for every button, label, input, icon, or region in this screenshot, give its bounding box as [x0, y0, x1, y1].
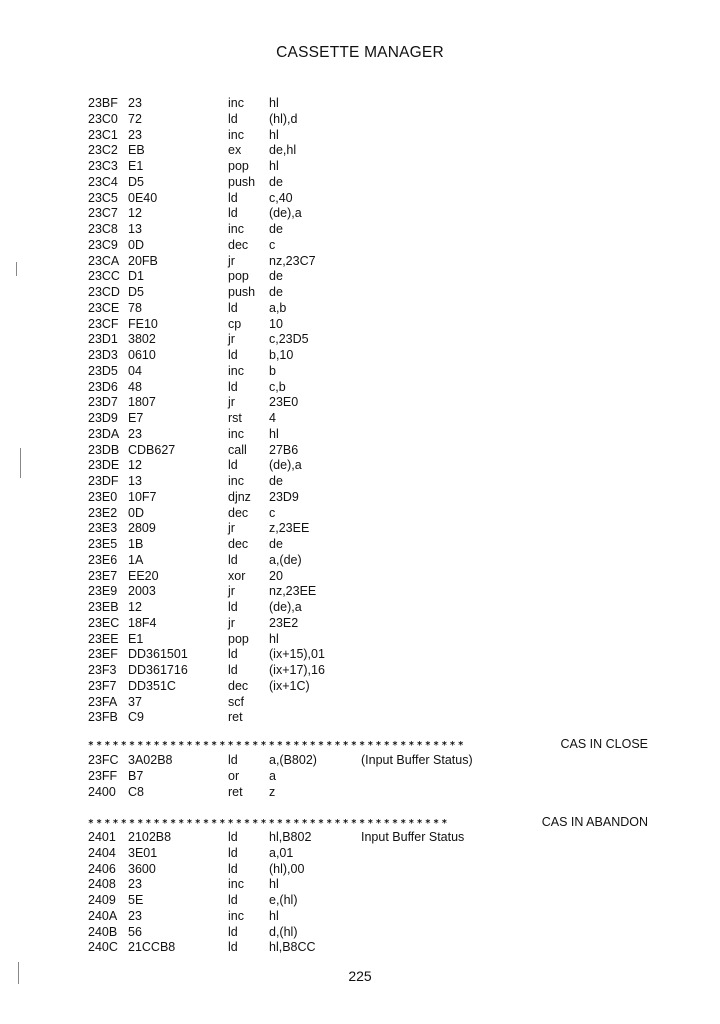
operand-cell: d,(hl)	[269, 924, 298, 939]
comment-cell: (Input Buffer Status)	[361, 753, 473, 767]
mnemonic-cell: pop	[228, 631, 249, 646]
code-line	[88, 753, 688, 769]
operand-cell: 20	[269, 568, 283, 583]
operand-cell: 4	[269, 411, 276, 425]
hex-bytes-cell: EE20	[128, 568, 159, 583]
mnemonic-cell: ld	[228, 600, 238, 614]
operand-cell: 27B6	[269, 442, 299, 457]
hex-bytes-cell: 2102B8	[128, 830, 172, 844]
hex-bytes-cell: 3802	[128, 332, 156, 347]
address-cell: 23E6	[88, 552, 118, 567]
operand-cell: nz,23C7	[269, 253, 316, 268]
address-cell: 2409	[88, 893, 116, 907]
address-cell: 2404	[88, 845, 116, 860]
hex-bytes-cell: D5	[128, 285, 144, 299]
hex-bytes-cell: 3A02B8	[128, 753, 173, 767]
address-cell: 2408	[88, 877, 116, 892]
operand-cell: z	[269, 784, 276, 799]
address-cell: 23D5	[88, 363, 118, 378]
operand-cell: (ix+1C)	[269, 678, 310, 693]
operand-cell: a,(de)	[269, 552, 302, 567]
operand-cell: c,b	[269, 379, 286, 394]
mnemonic-cell: ld	[228, 830, 238, 844]
mnemonic-cell: ld	[228, 924, 238, 939]
code-line	[88, 925, 688, 941]
hex-bytes-cell: 12	[128, 600, 142, 614]
operand-cell: hl,B8CC	[269, 940, 316, 955]
code-line	[88, 846, 688, 862]
code-line	[88, 443, 688, 459]
operand-cell: de	[269, 285, 283, 299]
hex-bytes-cell: FE10	[128, 316, 158, 331]
hex-bytes-cell: 23	[128, 426, 142, 441]
operand-cell: hl	[269, 877, 279, 892]
mnemonic-cell: cp	[228, 316, 242, 331]
code-line	[88, 285, 688, 301]
address-cell: 23E2	[88, 505, 118, 520]
address-cell: 23E7	[88, 568, 118, 583]
address-cell: 23FB	[88, 710, 118, 725]
operand-cell: (de),a	[269, 458, 302, 473]
code-line	[88, 222, 688, 238]
hex-bytes-cell: 3600	[128, 861, 156, 876]
hex-bytes-cell: 13	[128, 222, 142, 236]
mnemonic-cell: xor	[228, 568, 246, 583]
hex-bytes-cell: 20FB	[128, 253, 158, 268]
section-heading: CAS IN ABANDON	[541, 815, 648, 829]
hex-bytes-cell: 23	[128, 127, 142, 142]
code-line	[88, 191, 688, 207]
code-line	[88, 553, 688, 569]
mnemonic-cell: ld	[228, 552, 238, 567]
operand-cell: 23D9	[269, 489, 299, 504]
mnemonic-cell: jr	[228, 253, 235, 268]
mnemonic-cell: ld	[228, 663, 238, 677]
code-line	[88, 364, 688, 380]
mnemonic-cell: ret	[228, 784, 243, 799]
code-line	[88, 128, 688, 144]
mnemonic-cell: ld	[228, 845, 238, 860]
address-cell: 23C7	[88, 206, 118, 221]
mnemonic-cell: push	[228, 285, 256, 299]
operand-cell: e,(hl)	[269, 893, 298, 907]
hex-bytes-cell: C9	[128, 710, 144, 725]
hex-bytes-cell: 23	[128, 908, 142, 923]
mnemonic-cell: ld	[228, 861, 238, 876]
mnemonic-cell: inc	[228, 877, 244, 892]
operand-cell: a,b	[269, 300, 287, 315]
mnemonic-cell: inc	[228, 363, 244, 378]
mnemonic-cell: ld	[228, 753, 238, 767]
operand-cell: z,23EE	[269, 521, 310, 536]
code-line	[88, 206, 688, 222]
hex-bytes-cell: EB	[128, 143, 145, 158]
mnemonic-cell: inc	[228, 474, 244, 488]
mnemonic-cell: dec	[228, 678, 249, 693]
hex-bytes-cell: 23	[128, 96, 142, 110]
hex-bytes-cell: 1B	[128, 537, 144, 551]
mnemonic-cell: inc	[228, 908, 244, 923]
address-cell: 23EE	[88, 631, 119, 646]
mnemonic-cell: ld	[228, 190, 238, 205]
address-cell: 23FC	[88, 753, 119, 767]
code-line	[88, 458, 688, 474]
hex-bytes-cell: DD361501	[128, 647, 188, 662]
operand-cell: b,10	[269, 348, 294, 362]
hex-bytes-cell: 12	[128, 206, 142, 221]
code-line	[88, 521, 688, 537]
listing-block-1	[88, 96, 688, 726]
code-line	[88, 940, 688, 956]
code-line	[88, 254, 688, 270]
code-line	[88, 143, 688, 159]
operand-cell: hl	[269, 127, 279, 142]
mnemonic-cell: pop	[228, 159, 249, 173]
address-cell: 23C1	[88, 127, 118, 142]
address-cell: 2401	[88, 830, 116, 844]
address-cell: 240B	[88, 924, 118, 939]
listing-block-3	[88, 830, 688, 956]
hex-bytes-cell: 3E01	[128, 845, 158, 860]
section-separator-cas-in-close	[88, 735, 688, 753]
hex-bytes-cell: D5	[128, 174, 144, 189]
mnemonic-cell: ld	[228, 348, 238, 362]
code-line	[88, 112, 688, 128]
code-line	[88, 238, 688, 254]
operand-cell: c,23D5	[269, 332, 309, 347]
address-cell: 23BF	[88, 96, 118, 110]
hex-bytes-cell: B7	[128, 768, 144, 783]
operand-cell: (hl),d	[269, 111, 298, 126]
address-cell: 23C0	[88, 111, 118, 126]
address-cell: 23D3	[88, 348, 118, 362]
code-line	[88, 785, 688, 801]
page-title: CASSETTE MANAGER	[276, 44, 444, 61]
code-line	[88, 395, 688, 411]
hex-bytes-cell: 1A	[128, 552, 144, 567]
operand-cell: hl,B802	[269, 830, 312, 844]
code-line	[88, 600, 688, 616]
mnemonic-cell: inc	[228, 222, 244, 236]
address-cell: 23EC	[88, 615, 120, 630]
mnemonic-cell: ld	[228, 379, 238, 394]
code-line	[88, 710, 688, 726]
address-cell: 23FA	[88, 694, 118, 709]
code-line	[88, 569, 688, 585]
address-cell: 23F3	[88, 663, 117, 677]
code-line	[88, 490, 688, 506]
listing-block-2	[88, 753, 688, 800]
operand-cell: 10	[269, 316, 283, 331]
scan-mark	[16, 262, 17, 276]
hex-bytes-cell: 48	[128, 379, 142, 394]
mnemonic-cell: jr	[228, 521, 235, 536]
mnemonic-cell: or	[228, 768, 240, 783]
address-cell: 23CF	[88, 316, 119, 331]
scan-mark	[18, 962, 19, 984]
code-line	[88, 537, 688, 553]
address-cell: 23C8	[88, 222, 118, 236]
code-line	[88, 616, 688, 632]
operand-cell: b	[269, 363, 276, 378]
code-line	[88, 862, 688, 878]
address-cell: 23D7	[88, 395, 118, 410]
code-line	[88, 647, 688, 663]
hex-bytes-cell: 2003	[128, 584, 156, 599]
hex-bytes-cell: 10F7	[128, 489, 157, 504]
code-line	[88, 506, 688, 522]
operand-cell: hl	[269, 631, 279, 646]
hex-bytes-cell: 78	[128, 300, 142, 315]
mnemonic-cell: inc	[228, 96, 244, 110]
mnemonic-cell: pop	[228, 269, 249, 284]
mnemonic-cell: push	[228, 174, 256, 189]
mnemonic-cell: dec	[228, 505, 249, 520]
hex-bytes-cell: DD361716	[128, 663, 188, 677]
code-line	[88, 893, 688, 909]
operand-cell: 23E2	[269, 615, 299, 630]
code-line	[88, 159, 688, 175]
star-rule: ********************************************	[88, 818, 450, 829]
address-cell: 23C3	[88, 159, 118, 173]
hex-bytes-cell: 5E	[128, 893, 144, 907]
code-line	[88, 695, 688, 711]
code-line	[88, 909, 688, 925]
code-line	[88, 317, 688, 333]
code-line	[88, 877, 688, 893]
operand-cell: de	[269, 474, 283, 488]
operand-cell: de	[269, 174, 283, 189]
code-line	[88, 301, 688, 317]
hex-bytes-cell: 23	[128, 877, 142, 892]
mnemonic-cell: jr	[228, 584, 235, 599]
operand-cell: a,01	[269, 845, 294, 860]
code-line	[88, 679, 688, 695]
operand-cell: (hl),00	[269, 861, 305, 876]
address-cell: 240A	[88, 908, 118, 923]
address-cell: 23EB	[88, 600, 119, 614]
code-line	[88, 830, 688, 846]
address-cell: 23DE	[88, 458, 120, 473]
comment-cell: Input Buffer Status	[361, 830, 465, 844]
mnemonic-cell: dec	[228, 537, 249, 551]
hex-bytes-cell: 18F4	[128, 615, 157, 630]
hex-bytes-cell: E1	[128, 631, 144, 646]
address-cell: 23EF	[88, 647, 118, 662]
code-line	[88, 632, 688, 648]
hex-bytes-cell: 12	[128, 458, 142, 473]
hex-bytes-cell: 0D	[128, 505, 144, 520]
hex-bytes-cell: 0E40	[128, 190, 158, 205]
address-cell: 23FF	[88, 768, 118, 783]
hex-bytes-cell: CDB627	[128, 442, 176, 457]
code-line	[88, 332, 688, 348]
hex-bytes-cell: 04	[128, 363, 142, 378]
address-cell: 23CA	[88, 253, 120, 268]
operand-cell: hl	[269, 159, 279, 173]
code-line	[88, 96, 688, 112]
hex-bytes-cell: 13	[128, 474, 142, 488]
code-line	[88, 380, 688, 396]
operand-cell: de	[269, 222, 283, 236]
operand-cell: c,40	[269, 190, 293, 205]
hex-bytes-cell: 21CCB8	[128, 940, 176, 955]
address-cell: 23DF	[88, 474, 119, 488]
separator-row	[88, 813, 688, 831]
address-cell: 23E9	[88, 584, 118, 599]
address-cell: 23D6	[88, 379, 118, 394]
code-line	[88, 769, 688, 785]
code-line	[88, 427, 688, 443]
separator-row	[88, 735, 688, 753]
operand-cell: (de),a	[269, 206, 302, 221]
operand-cell: 23E0	[269, 395, 299, 410]
mnemonic-cell: ld	[228, 458, 238, 473]
mnemonic-cell: ld	[228, 206, 238, 221]
operand-cell: hl	[269, 96, 279, 110]
address-cell: 23D9	[88, 411, 118, 425]
operand-cell: de	[269, 537, 283, 551]
operand-cell: a,(B802)	[269, 753, 317, 767]
operand-cell: a	[269, 768, 276, 783]
hex-bytes-cell: 56	[128, 924, 142, 939]
code-line	[88, 474, 688, 490]
operand-cell: (ix+15),01	[269, 647, 325, 662]
mnemonic-cell: ld	[228, 111, 238, 126]
address-cell: 23D1	[88, 332, 118, 347]
hex-bytes-cell: 2809	[128, 521, 156, 536]
operand-cell: (ix+17),16	[269, 663, 325, 677]
address-cell: 23E3	[88, 521, 118, 536]
operand-cell: c	[269, 237, 276, 252]
code-line	[88, 269, 688, 285]
hex-bytes-cell: DD351C	[128, 678, 176, 693]
mnemonic-cell: rst	[228, 411, 242, 425]
code-line	[88, 411, 688, 427]
mnemonic-cell: djnz	[228, 489, 251, 504]
hex-bytes-cell: 37	[128, 694, 142, 709]
scan-mark	[20, 448, 21, 478]
address-cell: 240C	[88, 940, 118, 955]
hex-bytes-cell: 72	[128, 111, 142, 126]
address-cell: 23DA	[88, 426, 120, 441]
operand-cell: (de),a	[269, 600, 302, 614]
code-line	[88, 663, 688, 679]
star-rule: **********************************************	[88, 740, 467, 751]
mnemonic-cell: dec	[228, 237, 249, 252]
mnemonic-cell: ld	[228, 647, 238, 662]
address-cell: 2406	[88, 861, 116, 876]
operand-cell: hl	[269, 908, 279, 923]
code-line	[88, 175, 688, 191]
hex-bytes-cell: 0D	[128, 237, 144, 252]
address-cell: 23E5	[88, 537, 118, 551]
address-cell: 23C5	[88, 190, 118, 205]
mnemonic-cell: jr	[228, 332, 235, 347]
hex-bytes-cell: E1	[128, 159, 144, 173]
mnemonic-cell: jr	[228, 395, 235, 410]
address-cell: 23CE	[88, 300, 120, 315]
operand-cell: hl	[269, 426, 279, 441]
section-heading: CAS IN CLOSE	[560, 737, 648, 751]
operand-cell: c	[269, 505, 276, 520]
hex-bytes-cell: 1807	[128, 395, 156, 410]
mnemonic-cell: ex	[228, 143, 242, 158]
address-cell: 23CC	[88, 269, 120, 284]
address-cell: 23DB	[88, 442, 120, 457]
mnemonic-cell: ld	[228, 940, 238, 955]
hex-bytes-cell: 0610	[128, 348, 156, 362]
mnemonic-cell: ld	[228, 893, 238, 907]
code-line	[88, 584, 688, 600]
address-cell: 2400	[88, 784, 116, 799]
address-cell: 23F7	[88, 678, 117, 693]
hex-bytes-cell: E7	[128, 411, 144, 425]
mnemonic-cell: inc	[228, 426, 244, 441]
page-number: 225	[348, 968, 372, 984]
mnemonic-cell: jr	[228, 615, 235, 630]
mnemonic-cell: inc	[228, 127, 244, 142]
address-cell: 23C4	[88, 174, 118, 189]
address-cell: 23E0	[88, 489, 118, 504]
mnemonic-cell: ret	[228, 710, 243, 725]
operand-cell: de	[269, 269, 283, 284]
section-separator-cas-in-abandon	[88, 813, 688, 831]
address-cell: 23C9	[88, 237, 118, 252]
address-cell: 23CD	[88, 285, 120, 299]
operand-cell: nz,23EE	[269, 584, 317, 599]
mnemonic-cell: scf	[228, 694, 244, 709]
hex-bytes-cell: C8	[128, 784, 144, 799]
operand-cell: de,hl	[269, 143, 297, 158]
address-cell: 23C2	[88, 143, 118, 158]
code-line	[88, 348, 688, 364]
mnemonic-cell: call	[228, 442, 247, 457]
hex-bytes-cell: D1	[128, 269, 144, 284]
mnemonic-cell: ld	[228, 300, 238, 315]
